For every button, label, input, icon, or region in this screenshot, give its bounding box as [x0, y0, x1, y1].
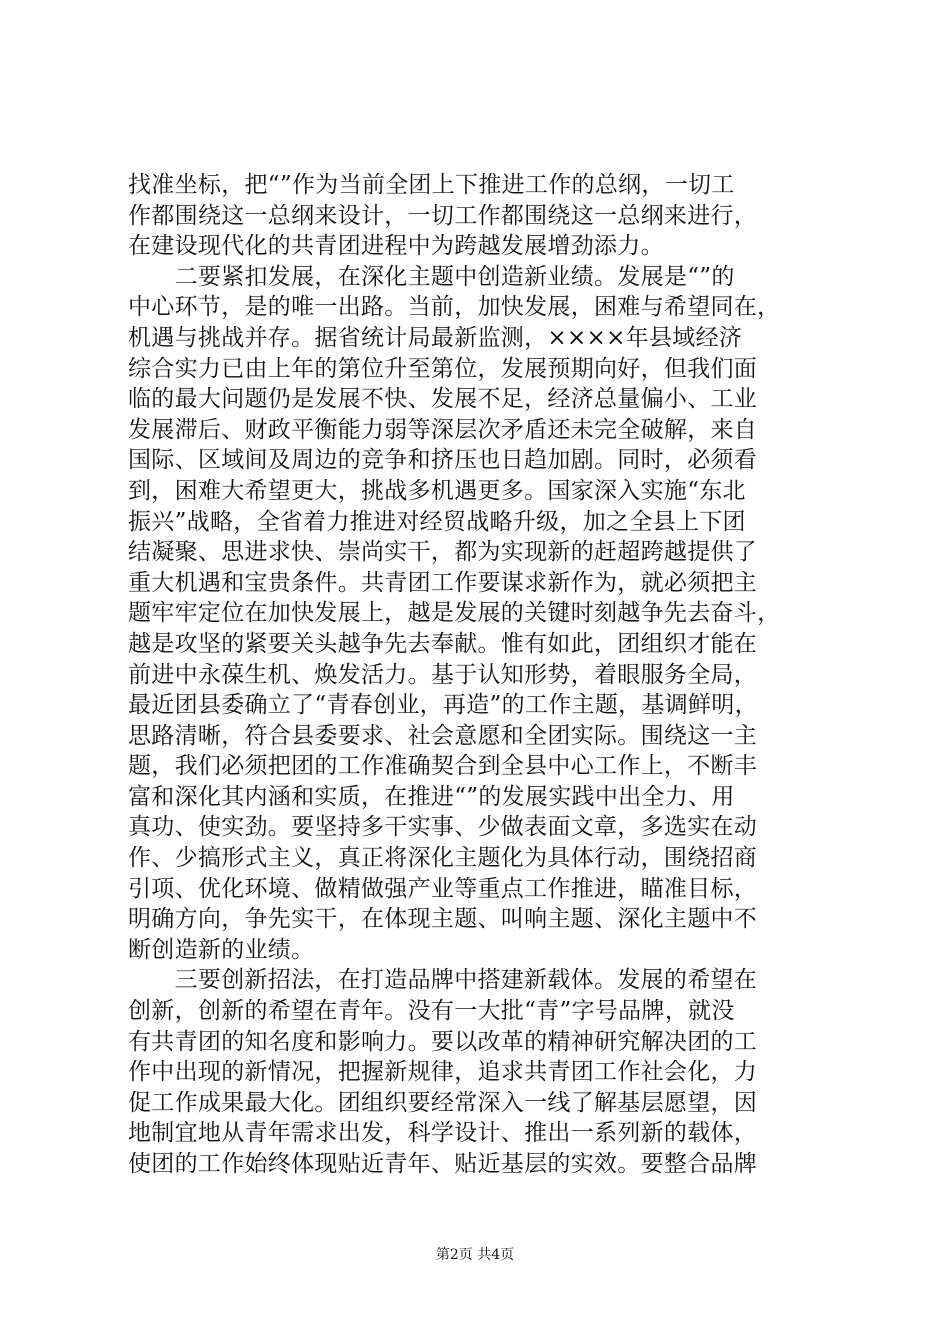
text-line: 结凝聚、思进求快、崇尚实干，都为实现新的赶超跨越提供了: [128, 539, 758, 566]
text-line: 二要紧扣发展，在深化主题中创造新业绩。发展是“”的: [128, 263, 735, 290]
text-line: 有共青团的知名度和影响力。要以改革的精神研究解决团的工: [128, 1028, 758, 1055]
text-line: 作、少搞形式主义，真正将深化主题化为具体行动，围绕招商: [128, 845, 758, 872]
text-line: 地制宜地从青年需求出发，科学设计、推出一系列新的载体，: [128, 1120, 758, 1147]
text-line: 题牢牢定位在加快发展上，越是发展的关键时刻越争先去奋斗，: [128, 600, 781, 627]
text-line: 机遇与挑战并存。据省统计局最新监测，××××年县域经济: [128, 324, 743, 351]
text-line: 思路清晰，符合县委要求、社会意愿和全团实际。围绕这一主: [128, 722, 758, 749]
text-line: 三要创新招法，在打造品牌中搭建新载体。发展的希望在: [128, 967, 758, 994]
text-line: 国际、区域间及周边的竞争和挤压也日趋加剧。同时，必须看: [128, 447, 758, 474]
text-line: 创新，创新的希望在青年。没有一大批“青”字号品牌，就没: [128, 998, 735, 1025]
text-line: 富和深化其内涵和实质，在推进“”的发展实践中出全力、用: [128, 783, 735, 810]
text-line: 中心环节，是的唯一出路。当前，加快发展，困难与希望同在，: [128, 294, 781, 321]
text-line: 越是攻坚的紧要关头越争先去奉献。惟有如此，团组织才能在: [128, 630, 758, 657]
text-line: 作中出现的新情况，把握新规律，追求共青团工作社会化，力: [128, 1059, 758, 1086]
page-footer: [0, 1246, 950, 1264]
text-line: 找准坐标，把“”作为当前全团上下推进工作的总纲，一切工: [128, 172, 735, 198]
text-line: 促工作成果最大化。团组织要经常深入一线了解基层愿望，因: [128, 1089, 758, 1116]
text-line: 重大机遇和宝贵条件。共青团工作要谋求新作为，就必须把主: [128, 569, 758, 596]
text-line: 引项、优化环境、做精做强产业等重点工作推进，瞄准目标，: [128, 875, 758, 902]
text-line: 临的最大问题仍是发展不快、发展不足，经济总量偏小、工业: [128, 386, 758, 413]
page-number: 第2页 共4页: [435, 1247, 515, 1263]
text-line: 作都围绕这一总纲来设计，一切工作都围绕这一总纲来进行，: [128, 202, 758, 229]
text-line: 真功、使实劲。要坚持多干实事、少做表面文章，多选实在动: [128, 814, 758, 841]
text-line: 题，我们必须把团的工作准确契合到全县中心工作上，不断丰: [128, 753, 758, 780]
text-line: 明确方向，争先实干，在体现主题、叫响主题、深化主题中不: [128, 906, 758, 933]
text-line: 最近团县委确立了“青春创业，再造”的工作主题，基调鲜明，: [128, 692, 758, 719]
document-body: [128, 170, 828, 1180]
text-line: 综合实力已由上年的第位升至第位，发展预期向好，但我们面: [128, 355, 758, 382]
text-line: 断创造新的业绩。: [128, 936, 315, 963]
text-line: 在建设现代化的共青团进程中为跨越发展增劲添力。: [128, 233, 664, 260]
text-line: 前进中永葆生机、焕发活力。基于认知形势，着眼服务全局，: [128, 661, 758, 688]
text-line: 振兴”战略，全省着力推进对经贸战略升级，加之全县上下团: [128, 508, 746, 535]
text-line: 到，困难大希望更大，挑战多机遇更多。国家深入实施“东北: [128, 477, 746, 504]
text-line: 发展滞后、财政平衡能力弱等深层次矛盾还未完全破解，来自: [128, 416, 758, 443]
text-line: 使团的工作始终体现贴近青年、贴近基层的实效。要整合品牌: [128, 1151, 758, 1177]
